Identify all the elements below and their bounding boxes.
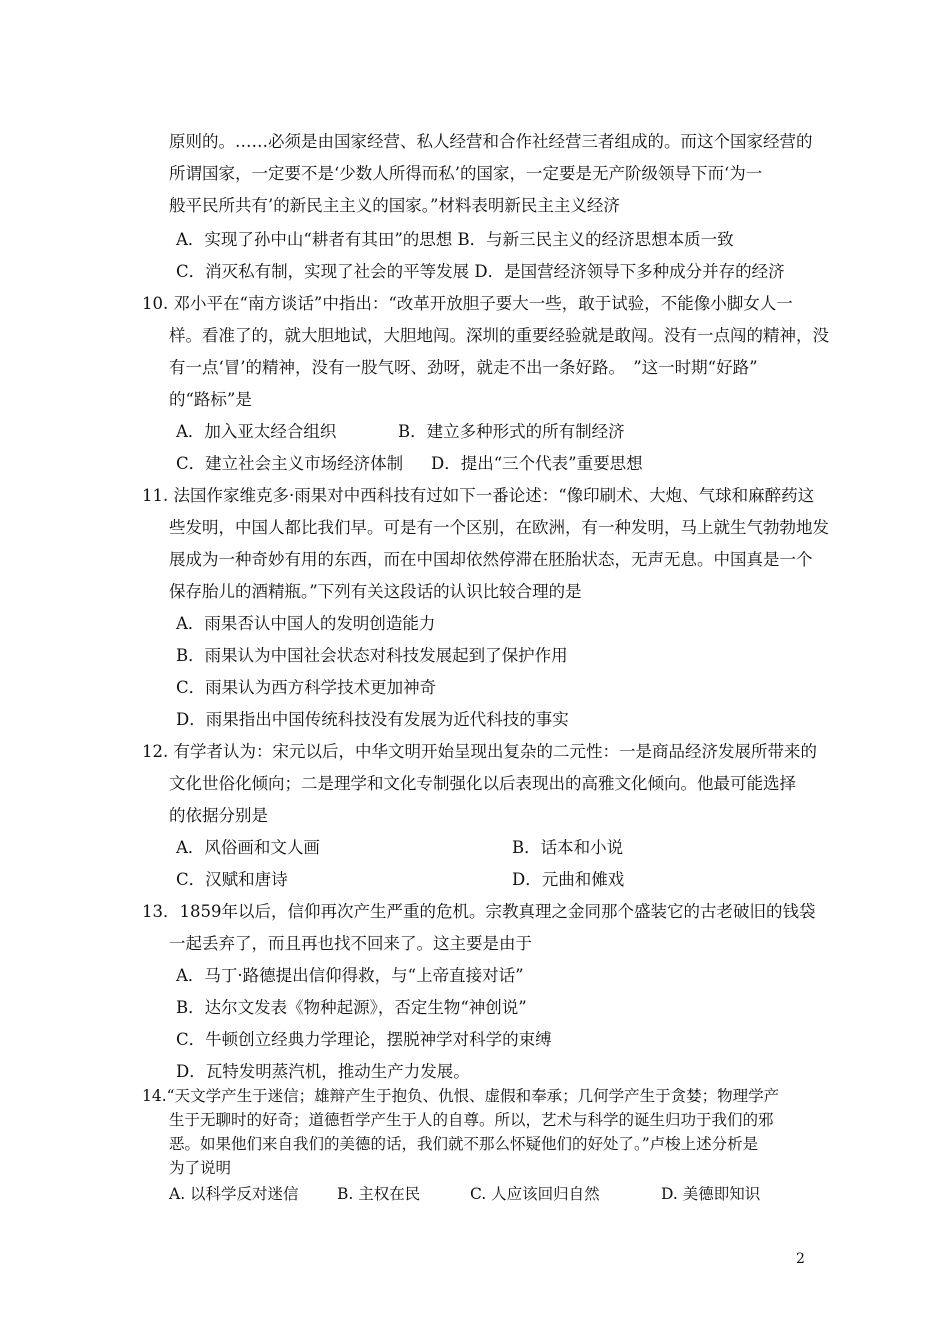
q11-text-line-3: 展成为一种奇妙有用的东西，而在中国却依然停滞在胚胎状态，无声无息。中国真是一个: [169, 550, 813, 569]
q14-text-line-1: 14.“天文学产生于迷信；雄辩产生于抱负、仇恨、虚假和奉承；几何学产生于贪婪；物理学产: [142, 1087, 780, 1105]
q10-text-line-4: 的“路标”是: [169, 390, 252, 409]
q13-text-line-1: 13．1859年以后，信仰再次产生严重的危机。宗教真理之金同那个盛装它的古老破旧的钱袋: [142, 902, 816, 921]
q13-option-c: C．牛顿创立经典力学理论，摆脱神学对科学的束缚: [176, 1030, 552, 1049]
q9-text-line-3: 般平民所共有’的新民主主义的国家。”材料表明新民主主义经济: [169, 196, 620, 215]
q11-text-line-2: 些发明，中国人都比我们早。可是有一个区别，在欧洲，有一种发明，马上就生气勃勃地发: [169, 518, 829, 537]
q13-text-line-2: 一起丢弃了，而且再也找不回来了。这主要是由于: [169, 934, 532, 953]
q13-option-d: D．瓦特发明蒸汽机，推动生产力发展。: [176, 1062, 470, 1081]
q11-option-a: A．雨果否认中国人的发明创造能力: [176, 614, 436, 633]
q14-option-c: C. 人应该回归自然: [470, 1185, 600, 1203]
q14-text-line-3: 恶。如果他们来自我们的美德的话，我们就不那么怀疑他们的好处了。”卢梭上述分析是: [169, 1135, 759, 1153]
q9-text-line-2: 所谓国家，一定要不是‘少数人所得而私’的国家，一定要是无产阶级领导下而‘为一: [169, 164, 763, 183]
q12-option-d: D．元曲和傩戏: [512, 870, 625, 889]
q10-text-line-3: 有一点‘冒’的精神，没有一股气呀、劲呀，就走不出一条好路。 ”这一时期“好路”: [169, 358, 758, 377]
q10-option-b: B．建立多种形式的所有制经济: [398, 422, 625, 441]
q10-option-d: D．提出“三个代表”重要思想: [431, 454, 643, 473]
q14-option-b: B. 主权在民: [337, 1185, 421, 1203]
q9-options-cd: C．消灭私有制，实现了社会的平等发展 D．是国营经济领导下多种成分并存的经济: [176, 262, 785, 281]
q14-text-line-4: 为了说明: [169, 1159, 232, 1177]
q13-option-a: A．马丁·路德提出信仰得救，与“上帝直接对话”: [176, 966, 524, 985]
q10-text-line-2: 样。看准了的，就大胆地试，大胆地闯。深圳的重要经验就是敢闯。没有一点闯的精神，没: [169, 326, 829, 345]
q14-text-line-2: 生于无聊时的好奇；道德哲学产生于人的自尊。所以，艺术与科学的诞生归功于我们的邪: [169, 1111, 774, 1129]
q11-option-d: D．雨果指出中国传统科技没有发展为近代科技的事实: [176, 710, 569, 729]
q11-text-line-4: 保存胎儿的酒精瓶。”下列有关这段话的认识比较合理的是: [169, 582, 582, 601]
q10-option-c: C．建立社会主义市场经济体制: [176, 454, 404, 473]
q14-option-d: D. 美德即知识: [661, 1185, 761, 1203]
q12-text-line-3: 的依据分别是: [169, 806, 268, 825]
q11-option-b: B．雨果认为中国社会状态对科技发展起到了保护作用: [176, 646, 568, 665]
q9-options-ab: A．实现了孙中山“耕者有其田”的思想 B．与新三民主义的经济思想本质一致: [176, 230, 734, 249]
q12-option-b: B．话本和小说: [512, 838, 624, 857]
q10-option-a: A．加入亚太经合组织: [176, 422, 337, 441]
page-number: 2: [796, 1251, 805, 1267]
q14-option-a: A. 以科学反对迷信: [169, 1185, 299, 1203]
q13-option-b: B．达尔文发表《物种起源》，否定生物“神创说”: [176, 998, 527, 1017]
q12-option-c: C．汉赋和唐诗: [176, 870, 288, 889]
q12-text-line-2: 文化世俗化倾向；二是理学和文化专制强化以后表现出的高雅文化倾向。他最可能选择: [169, 774, 796, 793]
q12-text-line-1: 12. 有学者认为：宋元以后，中华文明开始呈现出复杂的二元性：一是商品经济发展所带来的: [142, 742, 817, 761]
q11-option-c: C．雨果认为西方科学技术更加神奇: [176, 678, 437, 697]
q11-text-line-1: 11. 法国作家维克多·雨果对中西科技有过如下一番论述：“像印刷术、大炮、气球和麻醉药这: [142, 486, 815, 505]
q12-option-a: A．风俗画和文人画: [176, 838, 320, 857]
q9-text-line-1: 原则的。……必须是由国家经营、私人经营和合作社经营三者组成的。而这个国家经营的: [169, 132, 813, 151]
q10-text-line-1: 10. 邓小平在“南方谈话”中指出：“改革开放胆子要大一些，敢于试验，不能像小脚女人一: [142, 294, 793, 313]
